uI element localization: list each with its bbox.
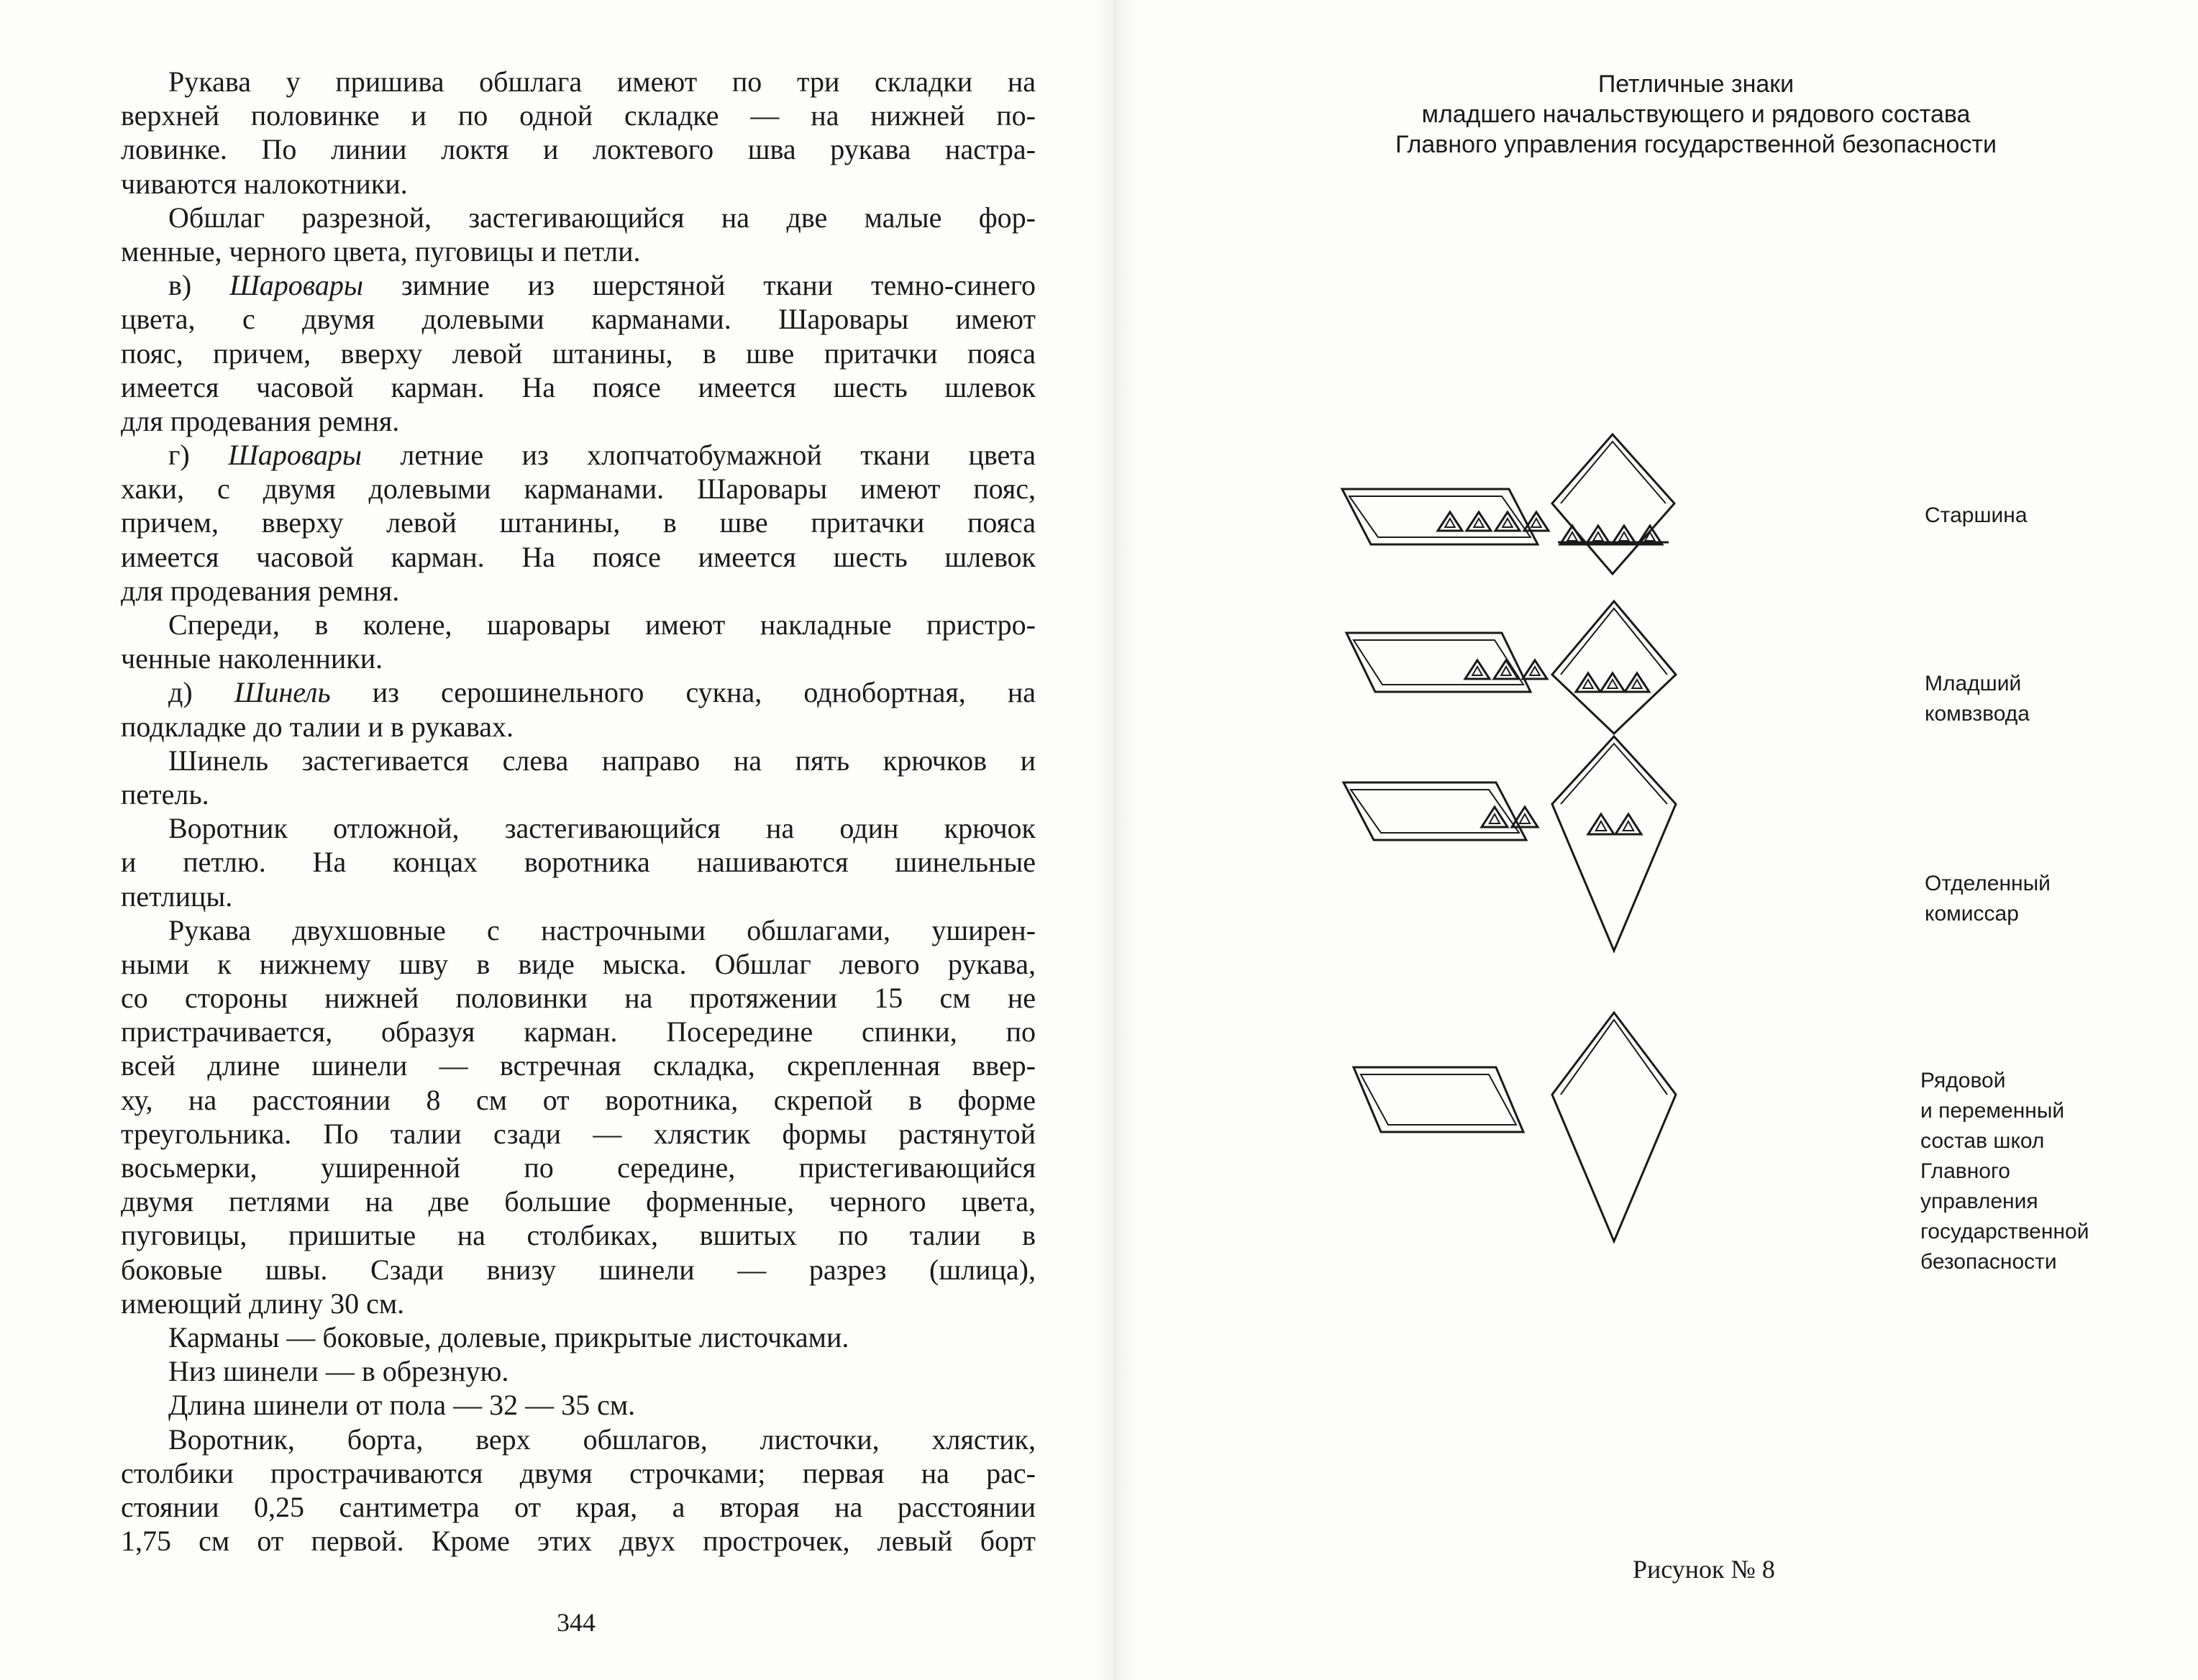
line-text: ченные наколенники. xyxy=(121,642,383,675)
text-line xyxy=(121,167,1036,201)
line-text: зимние из шерстяной ткани темно-синего xyxy=(362,269,1036,302)
rank-triangle-inner xyxy=(1501,667,1511,675)
italic-term: Шинель xyxy=(234,676,331,709)
rank-triangle-inner xyxy=(1472,667,1482,675)
collar-tab-inner-edge xyxy=(1561,442,1666,503)
body-text xyxy=(121,65,1036,1558)
line-text: столбики прострачиваются двумя строчками; первая на рас- xyxy=(121,1456,1036,1489)
rank-label-squad-commissar xyxy=(1925,869,2051,929)
list-marker: д) xyxy=(168,676,234,709)
rank-label-line: Младший xyxy=(1925,672,2022,695)
line-text: стоянии 0,25 сантиметра от края, а вторая на расстоянии xyxy=(121,1490,1036,1523)
rank-triangle-inner xyxy=(1474,519,1484,527)
line-text: всей длине шинели — встречная складка, скрепленная ввер- xyxy=(121,1049,1036,1082)
text-line xyxy=(121,642,1036,675)
text-line xyxy=(121,675,1036,709)
line-text: Воротник, борта, верх обшлагов, листочки, хлястик, xyxy=(168,1423,1036,1456)
line-text: пристрачивается, образуя карман. Посередине спинки, по xyxy=(121,1015,1036,1049)
line-text: ными к нижнему шву в виде мыска. Обшлаг левого рукава, xyxy=(121,947,1036,980)
rank-triangle-inner xyxy=(1593,532,1603,541)
rank-label-line: управления xyxy=(1920,1190,2038,1213)
collar-tab-inner-edge xyxy=(1561,608,1667,675)
list-marker: г) xyxy=(168,439,229,472)
line-text: из серошинельного сукна, однобортная, на xyxy=(330,676,1036,709)
text-line xyxy=(121,1320,1036,1354)
right-page xyxy=(1136,0,2198,1680)
text-line xyxy=(121,1287,1036,1320)
text-line xyxy=(121,1354,1036,1388)
rank-label-line: безопасности xyxy=(1920,1250,2057,1274)
text-line xyxy=(121,947,1036,981)
rank-label-junior-platoon-commander xyxy=(1925,669,2030,729)
rank-label-line: Главного xyxy=(1920,1159,2010,1183)
rank-triangle xyxy=(1625,673,1649,692)
text-line xyxy=(121,1490,1036,1524)
rank-label-line: Рядовой xyxy=(1920,1069,2006,1092)
rank-label-line: и переменный xyxy=(1920,1099,2065,1123)
text-line xyxy=(121,777,1036,811)
rank-triangle-inner xyxy=(1608,680,1618,688)
line-text: Длина шинели от пола — 32 — 35 см. xyxy=(168,1389,636,1422)
stripe-patch-inner-border xyxy=(1361,1074,1516,1125)
page-number: 344 xyxy=(557,1608,596,1637)
rank-triangle-inner xyxy=(1619,532,1629,541)
rank-triangle xyxy=(1524,512,1549,531)
collar-tab xyxy=(1552,736,1676,951)
list-marker: в) xyxy=(168,269,230,302)
collar-tab xyxy=(1552,434,1674,574)
text-line xyxy=(121,201,1036,234)
rank-label-line: комвзвода xyxy=(1925,702,2030,726)
line-text: хаки, с двумя долевыми карманами. Шаровары имеют пояс, xyxy=(121,472,1036,506)
text-line xyxy=(121,710,1036,744)
rank-label-private-and-school-staff xyxy=(1920,1066,2089,1277)
text-line xyxy=(121,438,1036,472)
rank-triangle-inner xyxy=(1623,821,1633,831)
text-line xyxy=(121,1524,1036,1558)
rank-triangle xyxy=(1465,660,1490,679)
text-line xyxy=(121,744,1036,777)
text-line xyxy=(121,811,1036,845)
collar-tab xyxy=(1552,601,1676,734)
text-line xyxy=(121,913,1036,947)
line-text: летние из хлопчатобумажной ткани цвета xyxy=(362,439,1036,472)
rank-triangle-inner xyxy=(1490,814,1500,823)
line-text: со стороны нижней половинки на протяжении 15 см не xyxy=(121,982,1036,1015)
line-text: ху, на расстоянии 8 см от воротника, скрепой в форме xyxy=(121,1083,1036,1116)
text-line xyxy=(121,540,1036,574)
line-text: имеющий длину 30 см. xyxy=(121,1287,405,1320)
text-line xyxy=(121,404,1036,438)
line-text: ловинке. По линии локтя и локтевого шва рукава настра- xyxy=(121,133,1036,166)
rank-label-line: комиссар xyxy=(1925,902,2019,926)
text-line xyxy=(121,506,1036,539)
text-line xyxy=(121,1253,1036,1287)
line-text: чиваются налокотники. xyxy=(121,167,408,200)
collar-tab-inner-edge xyxy=(1561,1020,1667,1095)
line-text: верхней половинке и по одной складке — на нижней по- xyxy=(121,99,1036,132)
text-line xyxy=(121,1456,1036,1490)
text-line xyxy=(121,1083,1036,1117)
line-text: 1,75 см от первой. Кроме этих двух прострочек, левый борт xyxy=(121,1525,1036,1558)
line-text: Рукава у пришива обшлага имеют по три складки на xyxy=(168,65,1036,98)
rank-triangle-inner xyxy=(1567,532,1577,541)
text-line xyxy=(121,574,1036,608)
rank-triangle-inner xyxy=(1530,667,1540,675)
text-line xyxy=(121,337,1036,370)
text-line xyxy=(121,845,1036,879)
stripe-patch xyxy=(1354,1067,1523,1132)
text-line xyxy=(121,1388,1036,1422)
text-line xyxy=(121,302,1036,336)
line-text: и петлю. На концах воротника нашиваются шинельные xyxy=(121,846,1036,879)
line-text: для продевания ремня. xyxy=(121,404,400,437)
line-text: имеется часовой карман. На поясе имеется шесть шлевок xyxy=(121,370,1036,403)
rank-triangle xyxy=(1523,660,1547,679)
rank-triangle-inner xyxy=(1520,814,1530,823)
line-text: имеется часовой карман. На поясе имеется шесть шлевок xyxy=(121,540,1036,573)
line-text: петлицы. xyxy=(121,880,233,913)
text-line xyxy=(121,132,1036,166)
book-spine-shadow xyxy=(1093,0,1136,1680)
line-text: треугольника. По талии сзади — хлястик формы растянутой xyxy=(121,1117,1036,1150)
left-page xyxy=(0,0,1093,1680)
rank-label-line: государственной xyxy=(1920,1220,2089,1243)
line-text: подкладке до талии и в рукавах. xyxy=(121,710,514,743)
text-line xyxy=(121,1218,1036,1252)
rank-triangle xyxy=(1600,673,1625,692)
line-text: Рукава двухшовные с настрочными обшлагами, уширен- xyxy=(168,913,1036,946)
line-text: восьмерки, уширенной по середине, пристегивающийся xyxy=(121,1151,1036,1184)
line-text: причем, вверху левой штанины, в шве притачки пояса xyxy=(121,506,1036,539)
line-text: цвета, с двумя долевыми карманами. Шаровары имеют xyxy=(121,303,1036,336)
figure-title-line-2: младшего начальствующего и рядового состава xyxy=(1421,101,1971,128)
rank-triangle-inner xyxy=(1531,519,1541,527)
rank-triangle-inner xyxy=(1596,821,1606,831)
rank-triangle xyxy=(1495,512,1520,531)
text-line xyxy=(121,608,1036,642)
line-text: для продевания ремня. xyxy=(121,574,400,607)
text-line xyxy=(121,1423,1036,1456)
rank-triangle xyxy=(1494,660,1518,679)
stripe-patch xyxy=(1342,489,1538,544)
text-line xyxy=(121,1117,1036,1151)
rank-label-starshina xyxy=(1925,501,2028,531)
stripe-patch xyxy=(1346,633,1531,692)
line-text: Низ шинели — в обрезную. xyxy=(168,1355,509,1388)
collar-tab-inner-edge xyxy=(1561,744,1667,804)
line-text: пуговицы, пришитые на столбиках, вшитых по талии в xyxy=(121,1219,1036,1252)
rank-triangle-inner xyxy=(1632,680,1642,688)
text-line xyxy=(121,370,1036,404)
rank-triangle-inner xyxy=(1445,519,1455,527)
rank-label-line: Старшина xyxy=(1925,503,2028,527)
rank-label-line: состав школ xyxy=(1920,1129,2045,1153)
text-line xyxy=(121,65,1036,99)
rank-label-line: Отделенный xyxy=(1925,872,2051,895)
text-line xyxy=(121,1151,1036,1184)
text-line xyxy=(121,1184,1036,1218)
figure-title-line-1: Петличные знаки xyxy=(1597,70,1795,98)
text-line xyxy=(121,880,1036,913)
rank-triangle xyxy=(1576,673,1600,692)
line-text: боковые швы. Сзади внизу шинели — разрез (шлица), xyxy=(121,1253,1036,1286)
text-line xyxy=(121,99,1036,132)
rank-triangle-inner xyxy=(1502,519,1513,527)
text-line xyxy=(121,234,1036,268)
line-text: пояс, причем, вверху левой штанины, в шве притачки пояса xyxy=(121,337,1036,370)
collar-tab xyxy=(1552,1013,1676,1241)
rank-triangle xyxy=(1467,512,1491,531)
line-text: Обшлаг разрезной, застегивающийся на две малые фор- xyxy=(168,201,1036,234)
line-text: Карманы — боковые, долевые, прикрытые листочками. xyxy=(168,1320,849,1353)
line-text: Воротник отложной, застегивающийся на один крючок xyxy=(168,812,1036,845)
figure-title-line-3: Главного управления государственной безопасности xyxy=(1395,131,1997,158)
stripe-patch xyxy=(1344,782,1526,840)
text-line xyxy=(121,472,1036,506)
line-text: Спереди, в колене, шаровары имеют накладные пристро- xyxy=(168,608,1036,641)
figure-caption: Рисунок № 8 xyxy=(1633,1555,1775,1584)
line-text: двумя петлями на две большие форменные, черного цвета, xyxy=(121,1185,1036,1218)
rank-triangle-inner xyxy=(1583,680,1593,688)
text-line xyxy=(121,981,1036,1015)
italic-term: Шаровары xyxy=(228,439,362,472)
collar-insignia-figure xyxy=(1136,0,2198,1680)
text-line xyxy=(121,268,1036,302)
text-line xyxy=(121,1049,1036,1082)
line-text: Шинель застегивается слева направо на пять крючков и xyxy=(168,744,1036,777)
line-text: менные, черного цвета, пуговицы и петли. xyxy=(121,234,641,268)
text-line xyxy=(121,1015,1036,1049)
rank-triangle xyxy=(1438,512,1462,531)
line-text: петель. xyxy=(121,777,209,811)
italic-term: Шаровары xyxy=(229,269,363,302)
